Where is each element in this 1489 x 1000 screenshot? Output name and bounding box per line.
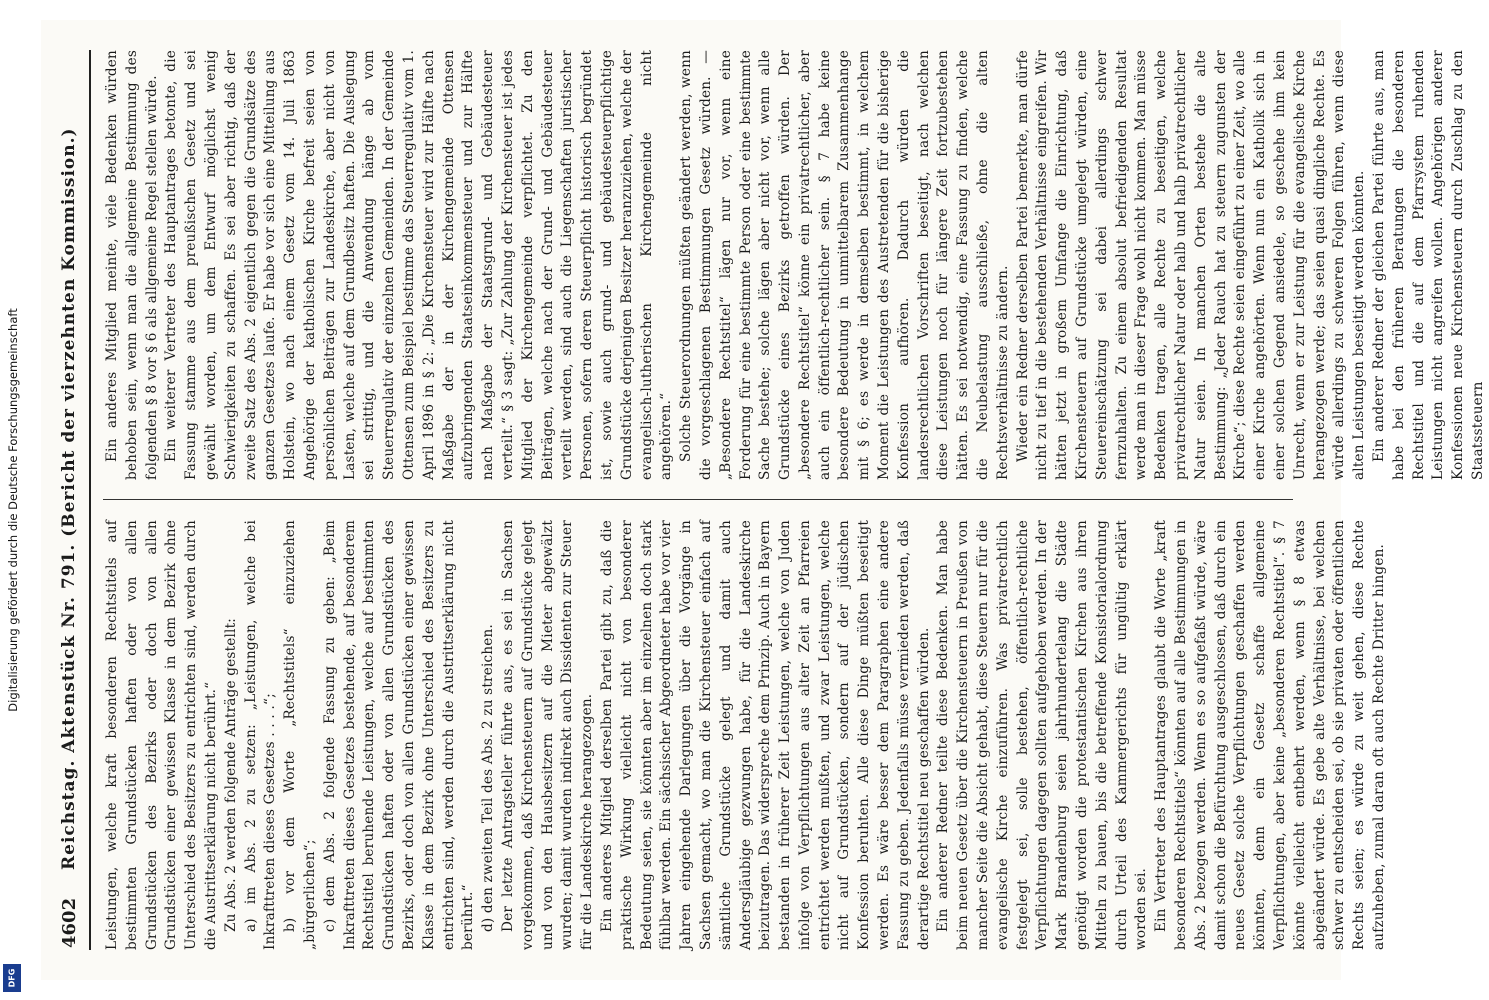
column-left [103,520,1387,950]
attribution-strip [2,30,24,990]
paragraph: Wieder ein Redner derselben Partei bemerkte, man dürfe nicht zu tief in die bestehenden Verhältnisse eingreifen. Wir hätten jetzt in großem Umfange die Einrichtung, daß Kirchensteuern auf Grundstücke umgelegt würden, eine Steuereinschätzung sei dabei allerdings schwer fernzuhalten. Zu einem absolut befriedigenden Resultat werde man in dieser Frage wohl nicht kommen. Man müsse Bedenken tragen, alle Rechte zu beseitigen, welche privatrechtlicher Natur oder halb und halb privatrechtlicher Natur seien. In manchen Orten bestehe die alte Bestimmung: „Jeder Rauch hat zu steuern zugunsten der Kirche“; diese Rechte seien eingeführt zu einer Zeit, wo alle einer Kirche angehörten. Wenn nun ein Katholik sich in einer solchen Gegend ansiedele, so geschehe ihm kein Unrecht, wenn er zur Leistung für die evangelische Kirche herangezogen werde; das seien quasi dingliche Rechte. Es würde allerdings zu schweren Folgen führen, wenn diese alten Leistungen beseitigt werden könnten. [1014,50,1368,480]
page-title: Reichstag. Aktenstück Nr. 791. (Bericht der vierzehnten Kommission.) [59,127,79,870]
paragraph: Ein anderer Redner teilte diese Bedenken. Man habe beim neuen Gesetz über die Kirchensteuern in Preußen von mancher Seite die Absicht gehabt, diese Steuern nur für die evangelische Kirche einzuführen. Was privatrechtlich festgelegt sei, solle bestehen, öffentlich-rechtliche Verpflichtungen dagegen sollten aufgehoben werden. In der Mark Brandenburg seien jahrhundertelang die Städte genötigt worden die protestantischen Kirchen aus ihren Mitteln zu bauen, bis die betreffende Konsistorialordnung durch Urteil des Kammergerichts für ungültig erklärt worden sei. [935,520,1150,950]
paragraph: d) den zweiten Teil des Abs. 2 zu streichen. [480,623,497,932]
paragraph: Zu Abs. 2 werden folgende Anträge gestellt: [222,617,239,932]
paragraph: a) im Abs. 2 zu setzen: „Leistungen, welche bei Inkrafttreten dieses Gesetzes . . . .“; [242,520,279,950]
page-number: 4602 [59,897,80,948]
column-right [103,50,1486,480]
paragraph: Ein anderes Mitglied meinte, viele Bedenken würden behoben sein, wenn man die allgemeine Bestimmung des folgenden § 8 vor § 6 als allgemeine Regel stellen würde. [104,50,160,480]
paragraph: Ein anderer Redner der gleichen Partei führte aus, man habe bei den früheren Beratungen die besonderen Rechtstitel und die auf dem Pfarrsystem ruhenden Leistungen nicht angreifen wollen. Angehörigen anderer Konfessionen neue Kirchensteuern durch Zuschlag zu den Staatssteuern [1371,50,1486,480]
column-divider [103,499,1293,500]
document-page [41,20,1486,980]
paragraph: c) dem Abs. 2 folgende Fassung zu geben: „Beim Inkrafttreten dieses Gesetzes bestehende, auf besonderem Rechtstitel beruhende Leistungen, welche auf bestimmten Grundstücken haften oder von allen Grundstücken des Bezirks, oder doch von allen Grundstücken einer gewissen Klasse in dem Bezirk ohne Unterschied des Besitzers zu entrichten sind, werden durch die Austrittserklärung nicht berührt.“ [321,520,477,950]
paragraph: Ein weiterer Vertreter des Hauptantrages betonte, die Fassung stamme aus dem preußischen Gesetz und sei gewählt worden, um dem Entwurf möglichst wenig Schwierigkeiten zu schaffen. Es sei aber richtig, daß der zweite Satz des Abs. 2 eigentlich gegen die Grundsätze des ganzen Gesetzes laufe. Er habe vor sich eine Mitteilung aus Holstein, wo nach einem Gesetz vom 14. Juli 1863 Angehörige der katholischen Kirche befreit seien von persönlichen Beiträgen zur Landeskirche, aber nicht von Lasten, welche auf dem Grundbesitz haften. Die Auslegung sei strittig, und die Anwendung hänge ab vom Steuerregulativ der einzelnen Gemeinden. In der Gemeinde Ottensen zum Beispiel bestimme das Steuerregulativ vom 1. April 1896 in § 2: „Die Kirchensteuer wird zur Hälfte nach Maßgabe der in der Kirchengemeinde Ottensen aufzubringenden Staatseinkommensteuer und zur Hälfte nach Maßgabe der Staatsgrund- und Gebäudesteuer verteilt.“ § 3 sagt: „Zur Zahlung der Kirchensteuer ist jedes Mitglied der Kirchengemeinde verpflichtet. Zu den Beiträgen, welche nach der Grund- und Gebäudesteuer verteilt werden, sind auch die Liegenschaften juristischer Personen, sofern deren Steuerpflicht historisch begründet ist, sowie auch grund- und gebäudesteuerpflichtige Grundstücke derjenigen Besitzer heranzuziehen, welche der evangelisch-lutherischen Kirchengemeinde nicht angehören.“ [163,50,675,480]
text-columns [103,50,1486,950]
paragraph: Der letzte Antragsteller führte aus, es sei in Sachsen vorgekommen, daß Kirchensteuern auf Grundstücke gelegt und von den Hausbesitzern auf die Mieter abgewälzt wurden; damit wurden indirekt auch Dissidenten zur Steuer für die Landeskirche herangezogen. [499,520,596,950]
paragraph: Ein anderes Mitglied derselben Partei gibt zu, daß die praktische Wirkung vielleicht nicht von besonderer Bedeutung seien, sie könnten aber im einzelnen doch stark fühlbar werden. Ein sächsischer Abgeordneter habe vor vier Jahren eingehende Darlegungen über die Vorgänge in Sachsen gemacht, wo man die Kirchensteuer einfach auf sämtliche Grundstücke gelegt und damit auch Andersgläubige gezwungen habe, für die Landeskirche beizutragen. Das widerspreche dem Prinzip. Auch in Bayern bestanden in früherer Zeit Leistungen, welche von Juden infolge von Verpflichtungen aus alter Zeit an Pfarreien entrichtet werden mußten, und zwar Leistungen, welche nicht auf Grundstücken, sondern auf der jüdischen Konfession beruhten. Alle diese Dinge müßten beseitigt werden. Es wäre besser dem Paragraphen eine andere Fassung zu geben. Jedenfalls müsse vermieden werden, daß derartige Rechtstitel neu geschaffen würden. [598,520,932,950]
attribution-text: Digitalisierung gefördert durch die Deutsche Forschungsgemeinschaft [6,308,20,712]
paragraph: Leistungen, welche kraft besonderen Rechtstitels auf bestimmten Grundstücken haften oder von allen Grundstücken des Bezirks oder doch von allen Grundstücken einer gewissen Klasse in dem Bezirk ohne Unterschied des Besitzers zu entrichten sind, werden durch die Austrittserklärung nicht berührt.“ [104,520,219,950]
header-rule [89,50,91,950]
logo-text: DFG [7,968,17,988]
dfg-logo [3,964,21,992]
paragraph: Solche Steuerordnungen müßten geändert werden, wenn die vorgeschlagenen Bestimmungen Gesetz würden. — „Besondere Rechtstitel“ lägen nur vor, wenn eine Forderung für eine bestimmte Person oder eine bestimmte Sache bestehe; solche lägen aber nicht vor, wenn alle Grundstücke eines Bezirks getroffen würden. Der „besondere Rechtstitel“ könne ein privatrechtlicher, aber auch ein öffentlich-rechtlicher sein. § 7 habe keine besondere Bedeutung in unmittelbarem Zusammenhange mit § 6; es werde in demselben bestimmt, in welchem Moment die Leistungen des Austretenden für die bisherige Konfession aufhören. Dadurch würden die landesrechtlichen Vorschriften beseitigt, nach welchen diese Leistungen noch für längere Zeit fortzubestehen hätten. Es sei notwendig, eine Fassung zu finden, welche die Neubelastung ausschließe, ohne die alten Rechtsverhältnisse zu ändern. [678,50,1011,480]
paragraph: b) vor dem Worte „Rechtstitels“ einzuziehen „bürgerlichen“; [282,520,318,950]
paragraph: Ein Vertreter des Hauptantrages glaubt die Worte „kraft besonderen Rechtstitels“ könnten auf alle Bestimmungen in Abs. 2 bezogen werden. Wenn es so aufgefaßt würde, wäre damit schon die Befürchtung ausgeschlossen, daß durch ein neues Gesetz solche Verpflichtungen geschaffen werden könnten, denn ein Gesetz schaffe allgemeine Verpflichtungen, aber keine „besonderen Rechtstitel“. § 7 könnte vielleicht entbehrt werden, wenn § 8 etwas abgeändert würde. Es gebe alte Verhältnisse, bei welchen schwer zu entscheiden sei, ob sie privaten oder öffentlichen Rechts seien; es würde zu weit gehen, diese Rechte aufzuheben, zumal daran oft auch Rechte Dritter hingen. [1153,520,1387,950]
